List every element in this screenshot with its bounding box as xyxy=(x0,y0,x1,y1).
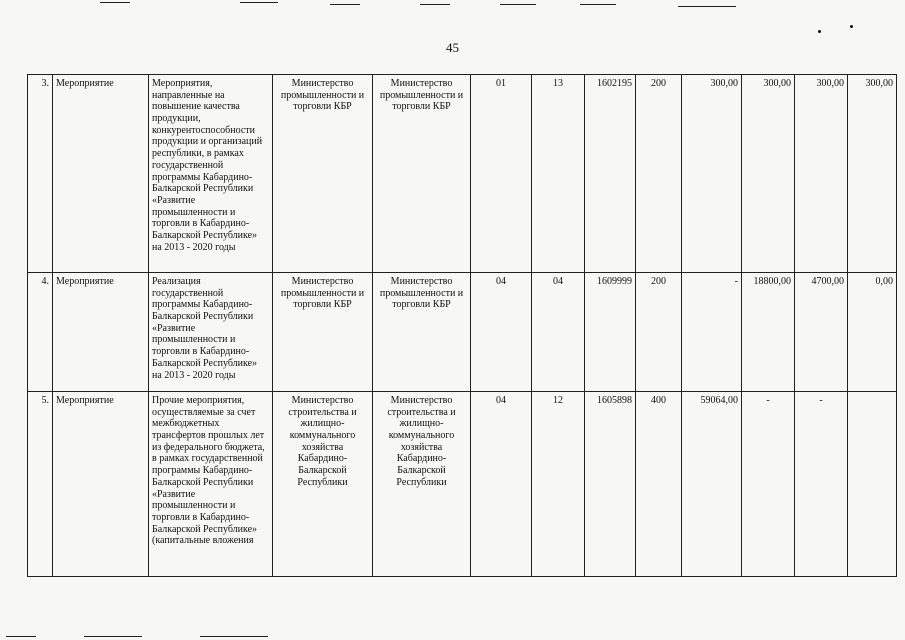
row-vr: 200 xyxy=(636,273,682,392)
row-kind: Мероприятие xyxy=(53,273,149,392)
row-csr: 1609999 xyxy=(585,273,636,392)
row-number: 4. xyxy=(28,273,53,392)
scan-artifact-line xyxy=(580,4,616,5)
row-kind: Мероприятие xyxy=(53,75,149,273)
row-executor: Министерство промышленности и торговли КБР xyxy=(273,75,373,273)
page-number: 45 xyxy=(446,40,459,55)
row-kind: Мероприятие xyxy=(53,392,149,577)
row-rz: 04 xyxy=(471,273,532,392)
scan-artifact-line xyxy=(240,2,278,3)
row-amount-3: - xyxy=(795,392,848,577)
budget-table xyxy=(27,74,897,577)
scan-artifact-line xyxy=(100,2,130,3)
row-amount-4: 300,00 xyxy=(848,75,897,273)
row-csr: 1605898 xyxy=(585,392,636,577)
row-pr: 13 xyxy=(532,75,585,273)
row-amount-4: 0,00 xyxy=(848,273,897,392)
scan-artifact-line xyxy=(500,4,536,5)
row-description: Прочие мероприятия, осуществляемые за счет межбюджетных трансфертов прошлых лет из федерального бюджета, в рамках государственной программы Кабардино-Балкарской Республики «Развитие промышленности и торговли в Кабардино-Балкарской Республике» (капитальные вложения xyxy=(149,392,273,577)
row-grbs: Министерство промышленности и торговли КБР xyxy=(373,273,471,392)
scan-artifact-line xyxy=(6,636,36,637)
row-grbs: Министерство строительства и жилищно-коммунального хозяйства Кабардино-Балкарской Республики xyxy=(373,392,471,577)
row-number: 3. xyxy=(28,75,53,273)
row-vr: 200 xyxy=(636,75,682,273)
row-amount-2: - xyxy=(742,392,795,577)
row-csr: 1602195 xyxy=(585,75,636,273)
scan-artifact-dot xyxy=(818,30,821,33)
row-amount-2: 18800,00 xyxy=(742,273,795,392)
row-amount-3: 300,00 xyxy=(795,75,848,273)
row-amount-3: 4700,00 xyxy=(795,273,848,392)
row-amount-1: 300,00 xyxy=(682,75,742,273)
row-description: Реализация государственной программы Кабардино-Балкарской Республики «Развитие промышленности и торговли в Кабардино-Балкарской Республике» на 2013 - 2020 годы xyxy=(149,273,273,392)
row-executor: Министерство строительства и жилищно-коммунального хозяйства Кабардино-Балкарской Республики xyxy=(273,392,373,577)
row-rz: 01 xyxy=(471,75,532,273)
table-row xyxy=(28,75,897,273)
row-pr: 12 xyxy=(532,392,585,577)
row-executor: Министерство промышленности и торговли КБР xyxy=(273,273,373,392)
row-amount-1: 59064,00 xyxy=(682,392,742,577)
row-amount-2: 300,00 xyxy=(742,75,795,273)
table-row xyxy=(28,392,897,577)
scan-artifact-line xyxy=(678,6,736,7)
scan-artifact-line xyxy=(84,636,142,637)
row-amount-4 xyxy=(848,392,897,577)
row-amount-1: - xyxy=(682,273,742,392)
row-number: 5. xyxy=(28,392,53,577)
row-description: Мероприятия, направленные на повышение качества продукции, конкурентоспособности продукции и организаций республики, в рамках государственной программы Кабардино-Балкарской Республики «Развитие промышленности и торговли в Кабардино-Балкарской Республике» на 2013 - 2020 годы xyxy=(149,75,273,273)
row-grbs: Министерство промышленности и торговли КБР xyxy=(373,75,471,273)
scan-artifact-line xyxy=(420,4,450,5)
scan-artifact-line xyxy=(330,4,360,5)
row-rz: 04 xyxy=(471,392,532,577)
scan-artifact-dot xyxy=(850,25,853,28)
scan-artifact-line xyxy=(200,636,268,637)
table-row xyxy=(28,273,897,392)
row-pr: 04 xyxy=(532,273,585,392)
row-vr: 400 xyxy=(636,392,682,577)
